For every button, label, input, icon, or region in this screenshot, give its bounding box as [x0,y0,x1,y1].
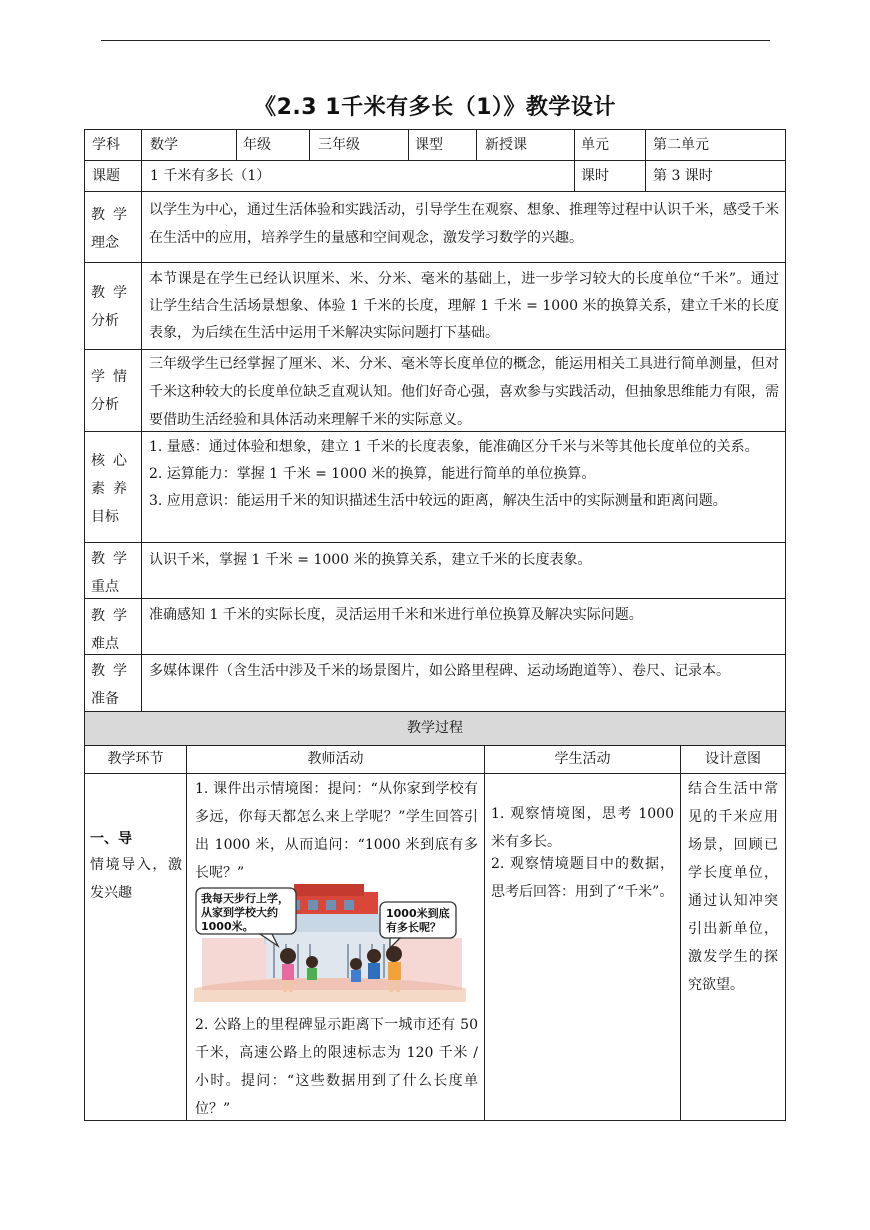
topic-value: 1 千米有多长（1） [150,168,271,184]
goal-item: 1. 量感：通过体验和想象，建立 1 千米的长度表象，能准确区分千米与米等其他长度单位的关系。 [149,439,759,455]
students-text: 三年级学生已经掌握了厘米、米、分米、毫米等长度单位的概念，能运用相关工具进行简单测量，但对千米这种较大的长度单位缺乏直观认知。他们好奇心强，喜欢参与实践活动，但抽象思维能力有限，需要借助生活经验和具体活动来理解千米的实际意义。 [149,356,779,428]
subject-label: 学科 [92,137,120,153]
grade-value: 三年级 [318,137,360,153]
scene-illustration [194,884,466,1002]
col-intent: 设计意图 [705,751,761,767]
goals-list [149,434,779,515]
teacher-activity-2: 2. 公路上的里程碑显示距离下一城市还有 50 千米，高速公路上的限速标志为 120 千米 / 小时。提问：“这些数据用到了什么长度单位？” [195,1017,478,1117]
goal-item: 2. 运算能力：掌握 1 千米 = 1000 米的换算，能进行简单的单位换算。 [149,466,596,482]
prep-text: 多媒体课件（含生活中涉及千米的场景图片，如公路里程碑、运动场跑道等）、卷尺、记录本。 [149,663,730,679]
key-label: 教学重点 [91,551,127,595]
key-text: 认识千米，掌握 1 千米 = 1000 米的换算关系，建立千米的长度表象。 [149,552,592,568]
design-intent: 结合生活中常见的千米应用场景，回顾已学长度单位，通过认知冲突引出新单位，激发学生的探究欲望。 [688,781,778,993]
speech-bubble-right: 1000米到底有多长呢？ [386,907,450,934]
prep-label: 教学准备 [91,663,127,707]
process-header: 教学过程 [407,720,463,736]
students-label: 学情分析 [91,369,127,413]
analysis-text: 本节课是在学生已经认识厘米、米、分米、毫米的基础上，进一步学习较大的长度单位“千米”。通过让学生结合生活场景想象、体验 1 千米的长度，理解 1 千米 = 1000 米的换算关系，建立千米的长度表象，为后续在生活中运用千米解决实际问题打下基础。 [149,271,779,341]
col-stage: 教学环节 [107,751,164,767]
student-activity-2: 2. 观察情境题目中的数据，思考后回答：用到了“千米”。 [491,856,674,900]
stage-title: 一、导 [90,831,132,847]
page-title: 《2.3 1千米有多长（1）》教学设计 [254,95,616,120]
teacher-activity-1: 1. 课件出示情境图：提问：“从你家到学校有多远，你每天都怎么来上学呢？”学生回答引出 1000 米，从而追问：“1000 米到底有多长呢？” [195,781,478,881]
grade-label: 年级 [243,137,271,153]
student-activity-1: 1. 观察情境图，思考 1000 米有多长。 [491,806,674,850]
unit-label: 单元 [581,137,609,153]
stage-subtitle: 情境导入，激发兴趣 [90,857,182,901]
col-teacher: 教师活动 [307,751,364,767]
period-value: 第 3 课时 [653,168,713,184]
unit-value: 第二单元 [653,137,709,153]
topic-label: 课题 [92,168,120,184]
difficulty-text: 准确感知 1 千米的实际长度，灵活运用千米和米进行单位换算及解决实际问题。 [149,607,643,623]
goal-item: 3. 应用意识：能运用千米的知识描述生活中较远的距离，解决生活中的实际测量和距离问题。 [149,493,727,509]
subject-value: 数学 [150,137,178,153]
difficulty-label: 教学难点 [91,608,127,652]
col-student: 学生活动 [554,751,611,767]
analysis-label: 教学分析 [91,285,127,329]
goals-label: 核心素养目标 [91,453,127,525]
period-label: 课时 [581,168,609,184]
header-rule [101,40,770,41]
concept-text: 以学生为中心，通过生活体验和实践活动，引导学生在观察、想象、推理等过程中认识千米，感受千米在生活中的应用，培养学生的量感和空间观念，激发学习数学的兴趣。 [149,202,779,246]
speech-bubble-left: 我每天步行上学，从家到学校大约1000米。 [201,892,289,933]
concept-label: 教学理念 [91,207,127,251]
type-value: 新授课 [485,137,527,153]
type-label: 课型 [415,137,443,153]
